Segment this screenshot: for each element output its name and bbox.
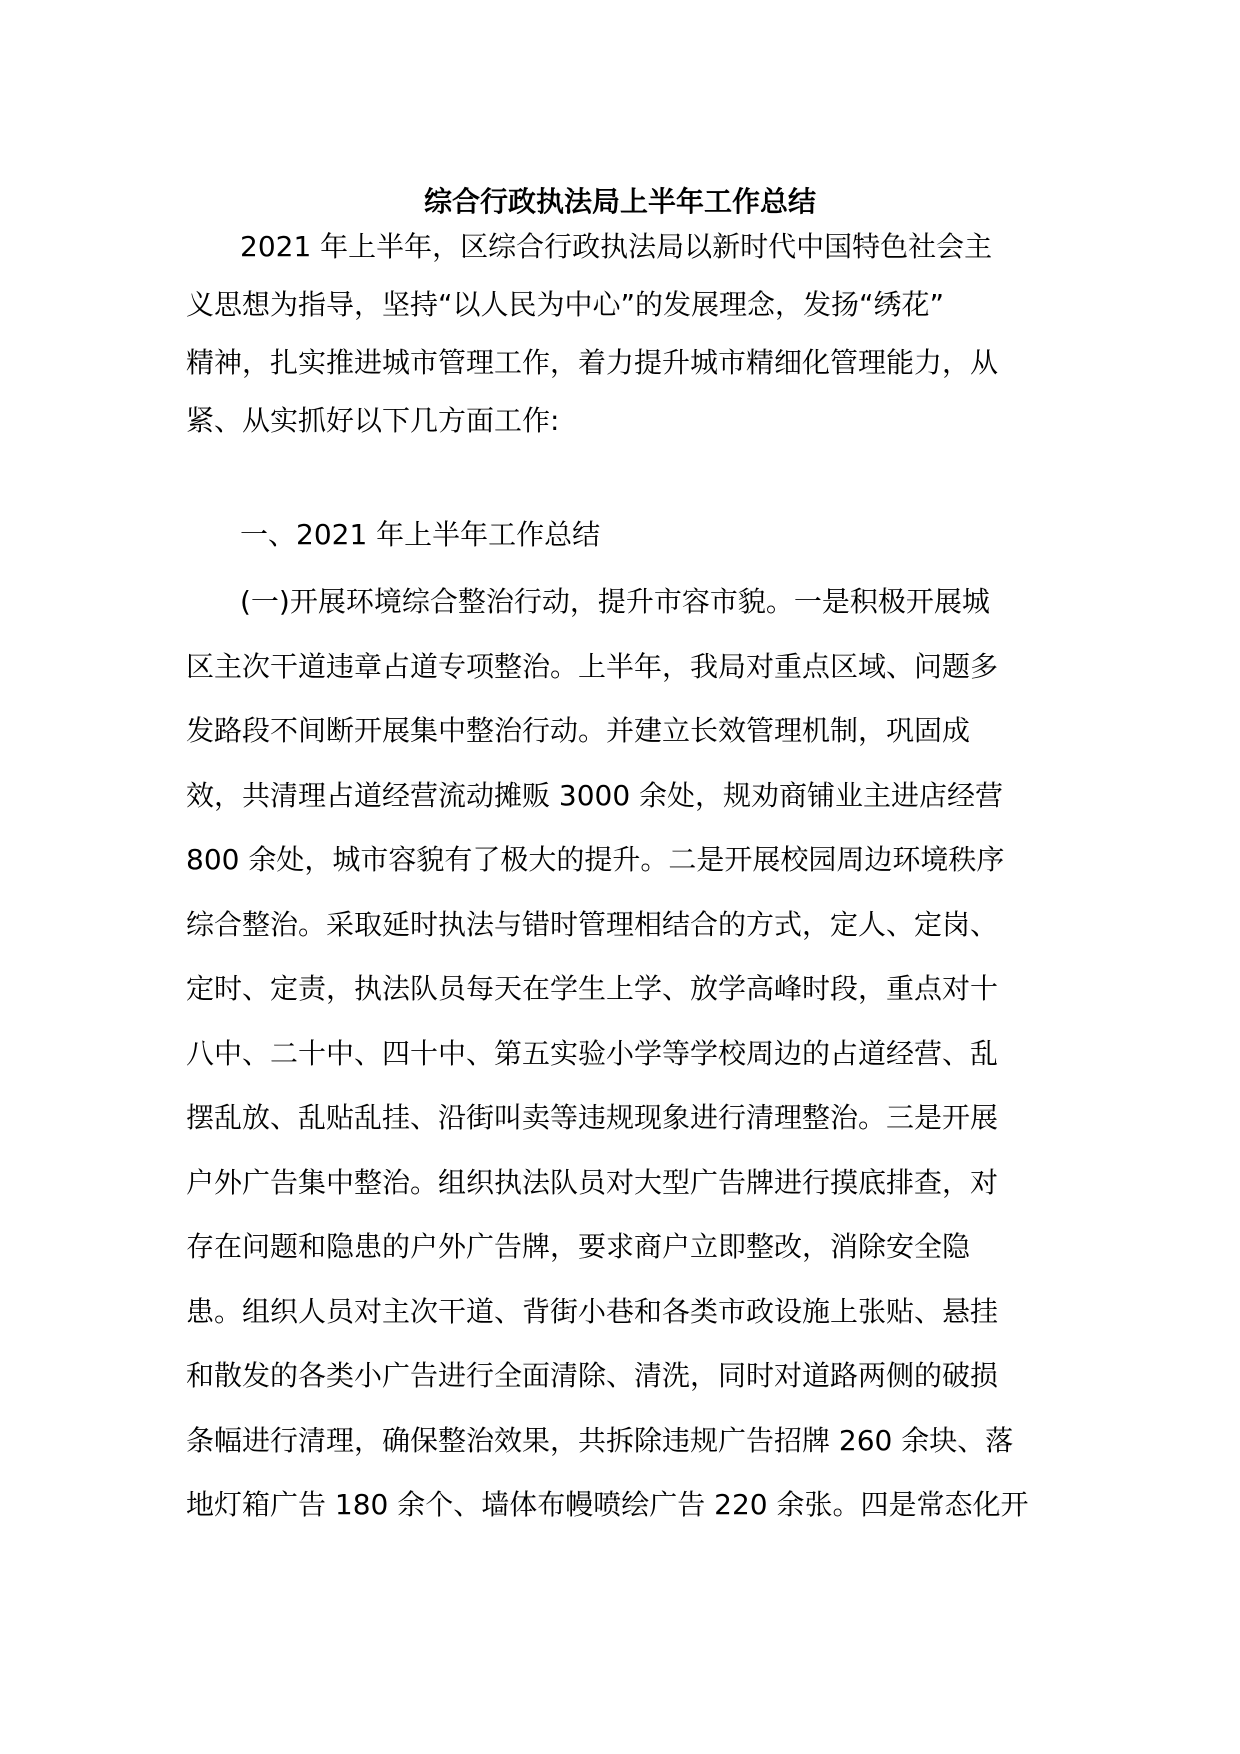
document-title: 综合行政执法局上半年工作总结 — [423, 185, 816, 218]
paragraph-line: 区主次干道违章占道专项整治。上半年，我局对重点区域、问题多 — [186, 650, 999, 683]
paragraph-line: 定时、定责，执法队员每天在学生上学、放学高峰时段，重点对十 — [186, 972, 999, 1005]
paragraph-line: 2021 年上半年，区综合行政执法局以新时代中国特色社会主 — [240, 230, 993, 263]
paragraph-line: 户外广告集中整治。组织执法队员对大型广告牌进行摸底排查，对 — [186, 1166, 999, 1199]
paragraph-line: 条幅进行清理，确保整治效果，共拆除违规广告招牌 260 余块、落 — [186, 1424, 1014, 1457]
paragraph-line: 摆乱放、乱贴乱挂、沿街叫卖等违规现象进行清理整治。三是开展 — [186, 1101, 999, 1134]
paragraph-line: 患。组织人员对主次干道、背街小巷和各类市政设施上张贴、悬挂 — [186, 1295, 999, 1328]
paragraph-line: 和散发的各类小广告进行全面清除、清洗，同时对道路两侧的破损 — [186, 1359, 999, 1392]
paragraph-line: (一)开展环境综合整治行动，提升市容市貌。一是积极开展城 — [240, 585, 990, 618]
paragraph-line: 发路段不间断开展集中整治行动。并建立长效管理机制，巩固成 — [186, 714, 971, 747]
paragraph-line: 综合整治。采取延时执法与错时管理相结合的方式，定人、定岗、 — [186, 908, 999, 941]
paragraph-line: 地灯箱广告 180 余个、墙体布幔喷绘广告 220 余张。四是常态化开 — [186, 1488, 1029, 1521]
paragraph-line: 存在问题和隐患的户外广告牌，要求商户立即整改，消除安全隐 — [186, 1230, 971, 1263]
paragraph-line: 效，共清理占道经营流动摊贩 3000 余处，规劝商铺业主进店经营 — [186, 779, 1004, 812]
paragraph-line: 精神，扎实推进城市管理工作，着力提升城市精细化管理能力，从 — [186, 346, 999, 379]
paragraph-line: 800 余处，城市容貌有了极大的提升。二是开展校园周边环境秩序 — [186, 843, 1005, 876]
paragraph-line: 八中、二十中、四十中、第五实验小学等学校周边的占道经营、乱 — [186, 1037, 999, 1070]
paragraph-line: 义思想为指导，坚持“以人民为中心”的发展理念，发扬“绣花” — [186, 288, 945, 321]
paragraph-line: 紧、从实抓好以下几方面工作: — [186, 404, 560, 437]
section-heading: 一、2021 年上半年工作总结 — [240, 518, 601, 551]
